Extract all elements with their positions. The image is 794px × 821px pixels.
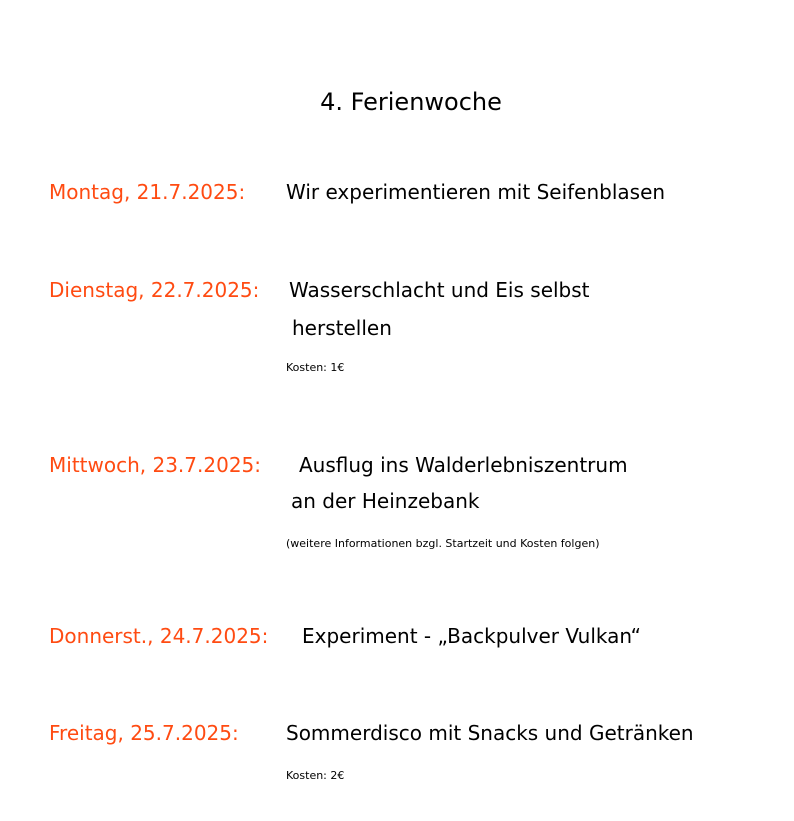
entry-text: Wir experimentieren mit Seifenblasen — [286, 180, 666, 204]
entry-text: Sommerdisco mit Snacks und Getränken — [286, 721, 694, 745]
entry-text-continued: an der Heinzebank — [291, 489, 480, 513]
entry-text: Ausflug ins Walderlebniszentrum — [299, 453, 628, 477]
entry-date: Freitag, 25.7.2025: — [49, 721, 239, 745]
entry-cost-note: Kosten: 1€ — [286, 361, 345, 374]
entry-date: Montag, 21.7.2025: — [49, 180, 246, 204]
entry-date: Dienstag, 22.7.2025: — [49, 278, 260, 302]
entry-text: Experiment - „Backpulver Vulkan“ — [302, 624, 641, 648]
entry-date: Donnerst., 24.7.2025: — [49, 624, 269, 648]
entry-cost-note: Kosten: 2€ — [286, 769, 345, 782]
entry-text-continued: herstellen — [292, 316, 392, 340]
entry-text: Wasserschlacht und Eis selbst — [289, 278, 590, 302]
entry-info-note: (weitere Informationen bzgl. Startzeit und Kosten folgen) — [286, 537, 600, 550]
page-title: 4. Ferienwoche — [320, 88, 502, 116]
entry-date: Mittwoch, 23.7.2025: — [49, 453, 262, 477]
